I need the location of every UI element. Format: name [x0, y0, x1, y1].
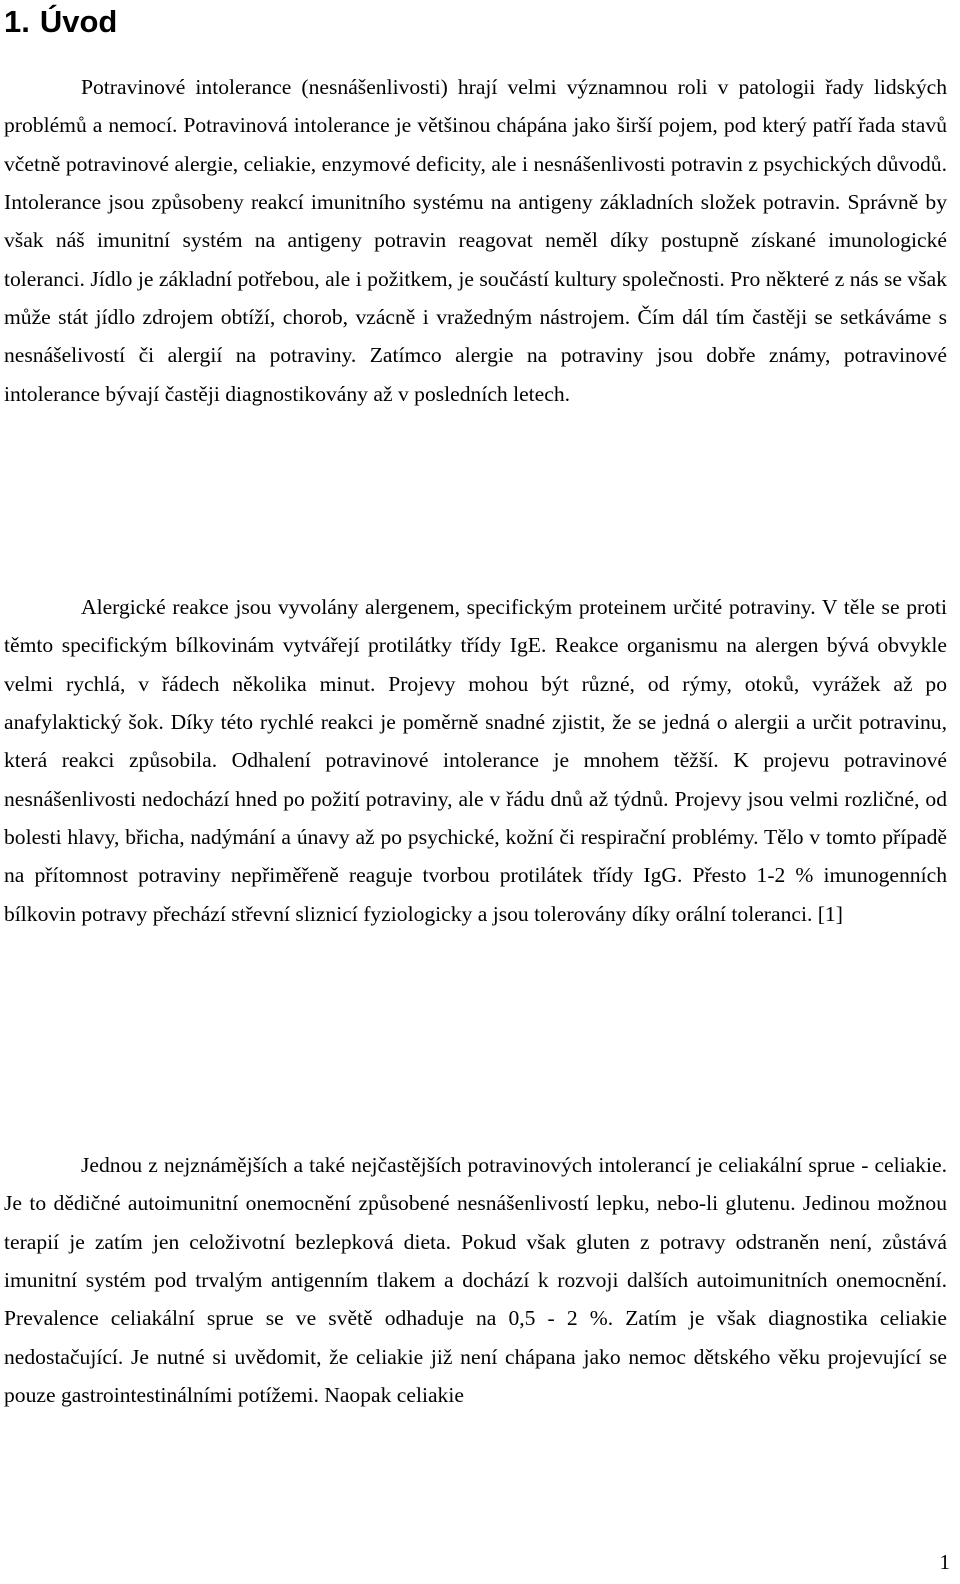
paragraph-allergic-reactions: Alergické reakce jsou vyvolány alergenem, specifickým proteinem určité potraviny. V těle se proti těmto specifickým bílkovinám vytvářejí protilátky třídy IgE. Reakce organismu na alergen bývá obvykle velmi rychlá, v řádech několika minut. Projevy mohou být různé, od rýmy, otoků, vyrážek až po anafylaktický šok. Díky této rychlé reakci je poměrně snadné zjistit, že se jedná o alergii a určit potravinu, která reakci způsobila. Odhalení potravinové intolerance je mnohem těžší. K projevu potravinové nesnášenlivosti nedochází hned po požití potraviny, ale v řádu dnů až týdnů. Projevy jsou velmi rozličné, od bolesti hlavy, břicha, nadýmání a únavy až po psychické, kožní či respirační problémy. Tělo v tomto případě na přítomnost potraviny nepřiměřeně reaguje tvorbou protilátek třídy IgG. Přesto 1-2 % imunogenních bílkovin potravy přechází střevní sliznicí fyziologicky a jsou tolerovány díky orální toleranci. [1] [4, 595, 947, 926]
paragraph-celiac-disease: Jednou z nejznámějších a také nejčastějších potravinových intolerancí je celiakální sprue - celiakie. Je to dědičné autoimunitní onemocnění způsobené nesnášenlivostí lepku, nebo-li glutenu. Jedinou možnou terapií je zatím jen celoživotní bezlepková dieta. Pokud však gluten z potravy odstraněn není, zůstává imunitní systém pod trvalým antigenním tlakem a dochází k rozvoji dalších autoimunitních onemocnění. Prevalence celiakální sprue se ve světě odhaduje na 0,5 - 2 %. Zatím je však diagnostika celiakie nedostačující. Je nutné si uvědomit, že celiakie již není chápana jako nemoc dětského věku projevující se pouze gastrointestinálními potížemi. Naopak celiakie [4, 1153, 947, 1408]
section-number: 1. [4, 4, 30, 39]
section-title: Úvod [39, 4, 118, 39]
section-heading [4, 2, 117, 42]
paragraph-intro: Potravinové intolerance (nesnášenlivosti) hrají velmi významnou roli v patologii řady lidských problémů a nemocí. Potravinová intolerance je většinou chápána jako širší pojem, pod který patří řada stavů včetně potravinové alergie, celiakie, enzymové deficity, ale i nesnášenlivosti potravin z psychických důvodů. Intolerance jsou způsobeny reakcí imunitního systému na antigeny základních složek potravin. Správně by však náš imunitní systém na antigeny potravin reagovat neměl díky postupně získané imunologické toleranci. Jídlo je základní potřebou, ale i požitkem, je součástí kultury společnosti. Pro některé z nás se však může stát jídlo zdrojem obtíží, chorob, vzácně i vražedným nástrojem. Čím dál tím častěji se setkáváme s nesnášelivostí či alergií na potraviny. Zatímco alergie na potraviny jsou dobře známy, potravinové intolerance bývají častěji diagnostikovány až v posledních letech. [4, 75, 947, 406]
page-number: 1 [939, 1550, 950, 1574]
